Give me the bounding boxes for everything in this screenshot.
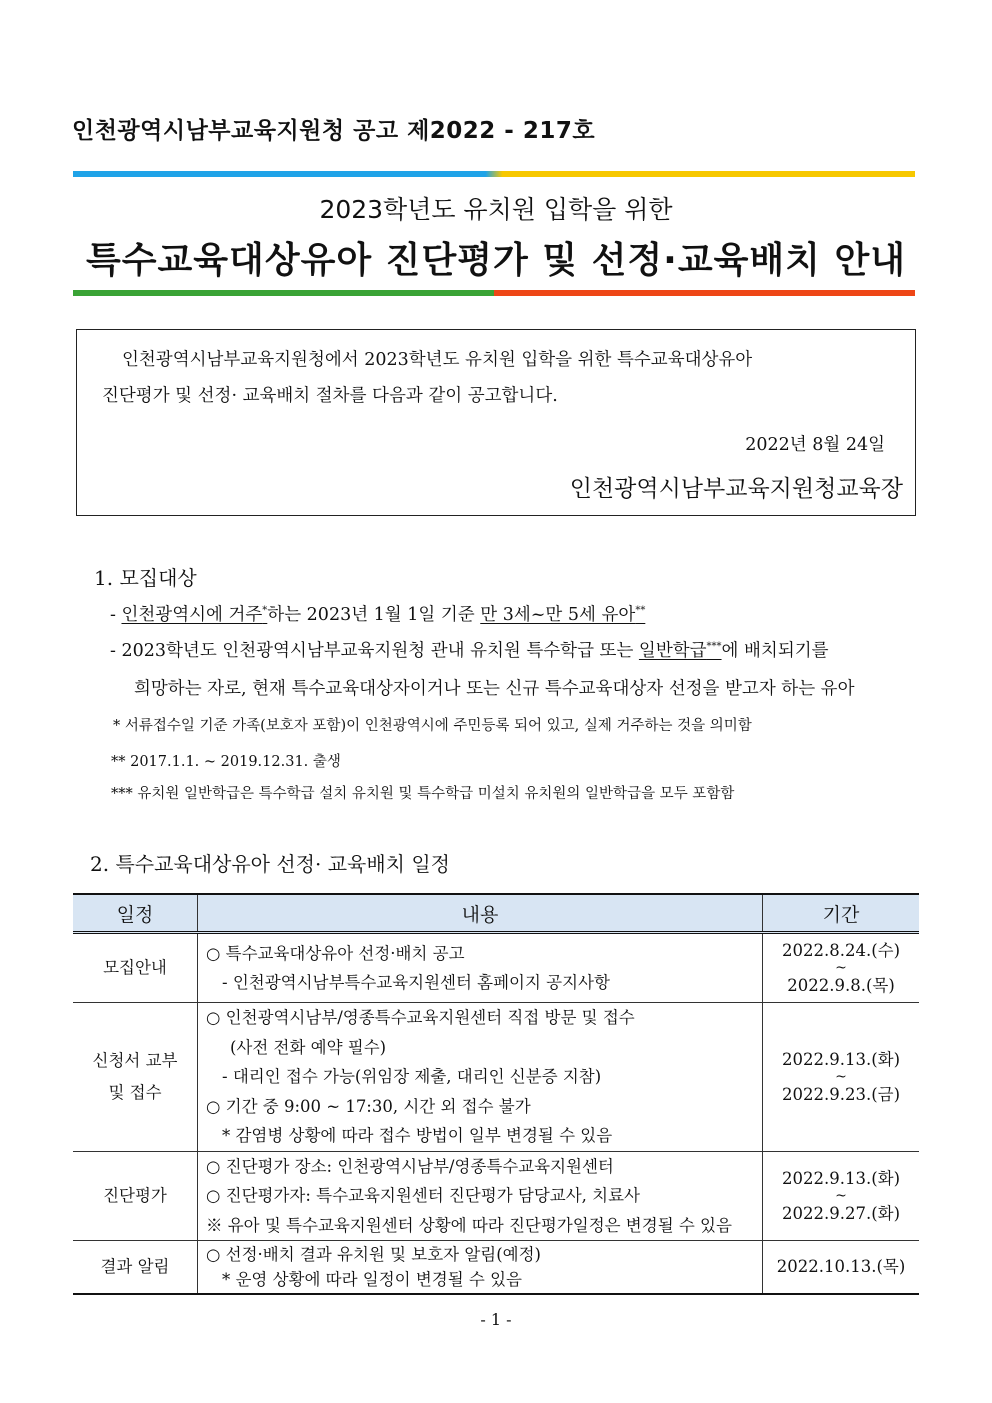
eligibility-item-2-cont: 희망하는 자로, 현재 특수교육대상자이거나 또는 신규 특수교육대상자 선정을 받고자 하는 유아 [134, 679, 855, 699]
table-row [73, 1241, 919, 1294]
row-category: 모집안내 [73, 933, 198, 1003]
residence-underline: 인천광역시에 거주* [121, 605, 268, 625]
table-row [73, 933, 919, 1003]
schedule-table [73, 893, 919, 1295]
eligibility-item-2: - 2023학년도 인천광역시남부교육지원청 관내 유치원 특수학급 또는 일반학급***에 배치되기를 [110, 641, 829, 661]
notice-box [76, 329, 916, 516]
top-color-bar [73, 171, 915, 177]
document-title: 특수교육대상유아 진단평가 및 선정·교육배치 안내 [85, 240, 907, 281]
row-content: ○ 특수교육대상유아 선정·배치 공고 - 인천광역시남부특수교육지원센터 홈페이지 공지사항 [198, 933, 763, 1003]
row-category: 진단평가 [73, 1151, 198, 1241]
row-content: ○ 인천광역시남부/영종특수교육지원센터 직접 방문 및 접수 (사전 전화 예약 필수) - 대리인 접수 가능(위임장 제출, 대리인 신분증 지참) ○ 기간 중 9:00 ~ 17:30, 시간 외 접수 불가 * 감염병 상황에 따라 접수 방법이 일부 변경될 수 있음 [198, 1003, 763, 1152]
header-period: 기간 [763, 894, 920, 933]
notice-number: 인천광역시남부교육지원청 공고 제2022 - 217호 [72, 118, 596, 144]
page-number: - 1 - [480, 1310, 512, 1329]
table-row [73, 1151, 919, 1241]
row-period: 2022.10.13.(목) [763, 1241, 920, 1294]
table-row [73, 1003, 919, 1152]
section1-heading: 1. 모집대상 [94, 566, 197, 590]
document-subtitle: 2023학년도 유치원 입학을 위한 [319, 195, 673, 224]
row-period: 2022.9.13.(화) ~ 2022.9.27.(화) [763, 1151, 920, 1241]
age-underline: 만 3세~만 5세 유아** [480, 605, 646, 625]
notice-text-line2: 진단평가 및 선정· 교육배치 절차를 다음과 같이 공고합니다. [102, 386, 558, 406]
footnote-1: * 서류접수일 기준 가족(보호자 포함)이 인천광역시에 주민등록 되어 있고, 실제 거주하는 것을 의미함 [113, 718, 752, 734]
notice-signature: 인천광역시남부교육지원청교육장 [569, 476, 903, 502]
header-content: 내용 [198, 894, 763, 933]
section2-heading: 2. 특수교육대상유아 선정· 교육배치 일정 [90, 852, 450, 876]
row-content: ○ 선정·배치 결과 유치원 및 보호자 알림(예정) * 운영 상황에 따라 일정이 변경될 수 있음 [198, 1241, 763, 1294]
item1-middle: 하는 2023년 1월 1일 기준 [267, 605, 481, 625]
bottom-color-bar [73, 290, 915, 296]
table-header-row [73, 894, 919, 933]
footnote-3: *** 유치원 일반학급은 특수학급 설치 유치원 및 특수학급 미설치 유치원의 일반학급을 모두 포함함 [111, 786, 735, 802]
row-content: ○ 진단평가 장소: 인천광역시남부/영종특수교육지원센터 ○ 진단평가자: 특수교육지원센터 진단평가 담당교사, 치료사 ※ 유아 및 특수교육지원센터 상황에 따라 진단평가일정은 변경될 수 있음 [198, 1151, 763, 1241]
notice-date: 2022년 8월 24일 [745, 435, 885, 455]
row-category: 결과 알림 [73, 1241, 198, 1294]
item1-dash: - [110, 605, 122, 625]
row-period: 2022.8.24.(수) ~ 2022.9.8.(목) [763, 933, 920, 1003]
notice-text-line1: 인천광역시남부교육지원청에서 2023학년도 유치원 입학을 위한 특수교육대상유아 [122, 350, 753, 370]
header-schedule: 일정 [73, 894, 198, 933]
footnote-2: ** 2017.1.1. ~ 2019.12.31. 출생 [111, 754, 341, 770]
general-class-underline: 일반학급*** [638, 641, 722, 661]
row-category: 신청서 교부 및 접수 [73, 1003, 198, 1152]
eligibility-item-1 [110, 601, 645, 626]
row-period: 2022.9.13.(화) ~ 2022.9.23.(금) [763, 1003, 920, 1152]
